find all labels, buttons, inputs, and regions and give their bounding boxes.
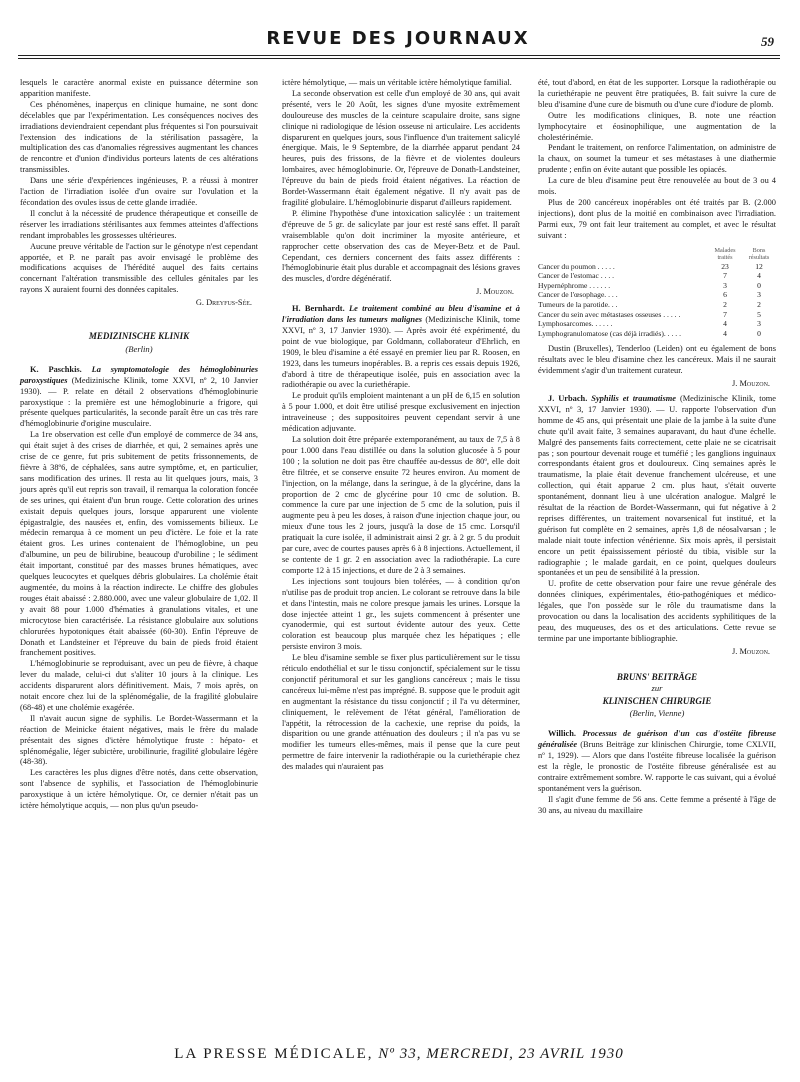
cell-treated: 7 bbox=[723, 309, 727, 319]
article-abstract bbox=[282, 304, 520, 391]
author-signature: J. Mouzon. bbox=[732, 379, 770, 389]
article-reference: (Medizinische Klinik, tome XXVI, nº 3, 17 Janvier 1930). — Après avoir été expérimenté, du point de vue biologique, par Goldmann, collaborateur d'Ehrlich, en 1909, le bleu d'isamine a été essayé en premier lieu par R. Roosen, en 1923, dans les tumeurs inopérables. B. a repris ces essais depuis 1926, d'abord à titre de thérapeutique isolée, puis en association avec la radiothérapie ou avec la curiethérapie. bbox=[282, 315, 521, 390]
article-title: Syphilis et traumatisme bbox=[591, 393, 676, 403]
paragraph: Dans une série d'expériences ingénieuses, P. a réussi à montrer l'action de l'irradiation isolée d'un ovaire sur l'ovulation et la fécondation des ovules issus de cette glande irradiée. bbox=[20, 176, 258, 207]
paragraph: Outre les modifications cliniques, B. note une réaction lymphocytaire et éosinophilique, une augmentation de la cholestérinémie. bbox=[538, 110, 776, 142]
paragraph: U. profite de cette observation pour faire une revue générale des données cliniques, expérimentales, étio-pathogéniques et médico-légales, que l'on possède sur le rôle du traumatisme dans la provocation ou dans la localisation des accidents syphilitiques de la peau, des muqueuses, des os et des articulations. Cette revue se termine par une importante bibliographie. bbox=[538, 579, 776, 643]
cell-good: 3 bbox=[757, 290, 761, 300]
page-number: 59 bbox=[761, 34, 774, 49]
cell-treated: 7 bbox=[723, 271, 727, 281]
journal-heading-zur: zur bbox=[651, 682, 663, 693]
paragraph: Pendant le traitement, on renforce l'alimentation, on administre de la chaux, on soumet la tumeur et ses métastases à une diathermie prudente ; enfin on évite autant que possible les opiacés. bbox=[538, 143, 776, 175]
footer-journal: LA PRESSE MÉDICALE, bbox=[174, 1046, 374, 1062]
paragraph: lesquels le caractère anormal existe en puissance détermine son apparition manifeste. bbox=[20, 78, 258, 98]
table-row bbox=[538, 262, 776, 272]
table-row bbox=[538, 281, 776, 291]
column-3 bbox=[538, 78, 776, 817]
footer-issue: Nº 33, bbox=[378, 1046, 422, 1062]
row-label: Tumeurs de la parotide. . . bbox=[538, 299, 618, 309]
cell-good: 4 bbox=[757, 271, 761, 281]
article-author: K. Paschkis. bbox=[30, 364, 82, 374]
paragraph: La 1re observation est celle d'un employé de commerce de 34 ans, qui était sujet à des crises de diarrhée, et qui, 2 semaines après une crise de ce genre, fut pris subitement de petits frissonnements, de fièvre à 38º6, de céphalées, sans autre symptôme, et, en particulier, sans modification des urines. Il resta au lit quelques jours, mais, 3 jours après qu'il eut repris son travail, il remarqua la coloration foncée de ses urines, qui étaient d'un brun rouge. Cette coloration des urines existait depuis quelques jours, lorsque apparurent une violente épigastralgie, des nausées et, enfin, des vomissements bilieux. Le médecin remarqua à ce moment un peu d'ictère. Le foie et la rate étaient gros. Les urines contenaient de l'hémoglobine, un peu d'albumine, un peu de bilirubine, beaucoup d'urobiline ; le sédiment était important, constitué par des masses brunes hématiques, avec quelques leucocytes et quelques débris globulaires. La cholémie était augmentée, du moins à la réaction indirecte. Le chiffre des globules rouges était abaissé : 2.880.000, avec une valeur globulaire de 1,02. Il y avait 88 pour 1.000 d'hématies à granulations vitales, et une microcytose bien caractérisée. La résistance globulaire aux solutions chlorurées hypotoniques était abaissée (60-30). Enfin l'épreuve de Donath et Landsteiner et l'épreuve du bain de pieds froid étaient franchement positives. bbox=[20, 430, 258, 658]
cell-good: 3 bbox=[757, 319, 761, 329]
footer-date: MERCREDI, 23 AVRIL 1930 bbox=[426, 1046, 624, 1062]
table-header: Bons résultats bbox=[748, 246, 770, 261]
row-label: Lymphogranulomatose (cas déjà irradiés). . . . . bbox=[538, 328, 681, 338]
cell-good: 12 bbox=[755, 261, 763, 271]
table-row bbox=[538, 290, 776, 300]
paragraph: Il n'avait aucun signe de syphilis. Le Bordet-Wassermann et la réaction de Meinicke étaient négatives, mais le frère du malade présentait des signes d'ictère hémolytique fruste : hépato- et splénomégalie, léger subictère, urobilinurie, fragilité globulaire légère (48-38). bbox=[20, 713, 258, 767]
paragraph: été, tout d'abord, en état de les supporter. Lorsque la radiothérapie ou la curiethérapie ne peuvent être pratiquées, B. fait suivre la cure de bleu d'isamine d'une cure de bismuth ou d'une cure d'iodure de plomb. bbox=[538, 78, 776, 109]
table-row bbox=[538, 329, 776, 339]
header-rule-thin bbox=[18, 58, 780, 59]
row-label: Lymphosarcomes. . . . . . bbox=[538, 319, 613, 329]
cell-treated: 4 bbox=[723, 319, 727, 329]
article-abstract bbox=[538, 729, 776, 794]
journal-heading-2: KLINISCHEN CHIRURGIE bbox=[602, 695, 712, 706]
article-abstract bbox=[20, 365, 258, 430]
cell-treated: 6 bbox=[723, 290, 727, 300]
journal-section-title: REVUE DES JOURNAUX bbox=[266, 28, 530, 49]
table-row bbox=[538, 319, 776, 329]
article-title: Le traitement combiné au bleu d'isamine et à l'irradiation dans les tumeurs malignes bbox=[282, 304, 520, 325]
author-signature: J. Mouzon. bbox=[732, 646, 770, 656]
paragraph: Il s'agit d'une femme de 56 ans. Cette femme a présenté à l'âge de 30 ans, au niveau du maxillaire bbox=[538, 794, 776, 815]
article-title: Processus de guérison d'un cas d'ostéite fibreuse généralisée bbox=[538, 729, 777, 750]
cell-good: 5 bbox=[757, 309, 761, 319]
cell-treated: 23 bbox=[721, 261, 729, 271]
cell-treated: 3 bbox=[723, 280, 727, 290]
cell-good: 0 bbox=[757, 328, 761, 338]
journal-city: (Berlin) bbox=[125, 343, 153, 354]
article-abstract bbox=[538, 394, 776, 579]
table-header: Malades traités bbox=[714, 246, 736, 261]
cell-good: 0 bbox=[757, 280, 761, 290]
header-rule bbox=[18, 55, 780, 56]
paragraph: L'hémoglobinurie se reproduisant, avec un peu de fièvre, à chaque lever du malade, celui-ci dut s'aliter 10 jours à la clinique. Les accidents disparurent alors définitivement. Mais, 7 mois après, on notait encore chez lui de la splénomégalie, de la fragilité globulaire (68-48) et une cholémie exagérée. bbox=[20, 659, 258, 712]
paragraph: Les caractères les plus dignes d'être notés, dans cette observation, sont l'absence de syphilis, et l'association de l'hémoglobinurie paroxystique à un ictère hémolytique. Or, ce dernier n'était pas un ictère hémolytique acquis, — non plus qu'un pseudo- bbox=[20, 768, 258, 811]
paragraph: Plus de 200 cancéreux inopérables ont été traités par B. (2.000 injections), dont plus de la moitié en combinaison avec l'irradiation. Parmi eux, 79 ont fait leur traitement au complet, et avec le résultat suivant : bbox=[538, 197, 776, 240]
article-reference: (Bruns Beiträge zur klinischen Chirurgie, tome CXLVII, nº 1, 1929). — Alors que dans l'ostéite fibreuse localisée la guérison est la règle, le pronostic de l'ostéite fibreuse généralisée est au contraire extrêmement sombre. W. rapporte le cas suivant, qui a évolué spontanément vers la guérison. bbox=[538, 740, 776, 793]
article-title: La symptomatologie des hémoglobinuries paroxystiques bbox=[20, 364, 259, 385]
paragraph: La cure de bleu d'isamine peut être renouvelée au bout de 3 ou 4 mois. bbox=[538, 176, 776, 197]
paragraph: Le produit qu'ils emploient maintenant a un pH de 6,15 en solution à 5 pour 1.000, et doit être utilisé presque exclusivement en injection intraveineuse ; des suppositoires peuvent cependant servir à une médication adjuvante. bbox=[282, 391, 520, 434]
paragraph: Les injections sont toujours bien tolérées, — à condition qu'on n'utilise pas de produit trop ancien. Le colorant se retrouve dans la bile et dans l'intestin, mais ne colore presque jamais les urines. Lorsque la dose injectée atteint 1 gr., les sujets commencent à présenter une cyanodermie, qui est surtout évidente autour des yeux. Cette coloration est beaucoup plus marquée chez les hépatiques ; elle persiste environ 3 mois. bbox=[282, 576, 520, 652]
table-row bbox=[538, 300, 776, 310]
table-row bbox=[538, 310, 776, 320]
row-label: Cancer du sein avec métastases osseuses . . . . . bbox=[538, 309, 681, 319]
cell-treated: 4 bbox=[723, 328, 727, 338]
paragraph: Dustin (Bruxelles), Tenderloo (Leiden) ont eu également de bons résultats avec le bleu d'isamine chez les cancéreux. Mais il ne saurait évidemment s'agir d'un traitement curateur. bbox=[538, 344, 776, 376]
row-label: Cancer de l'estomac . . . . bbox=[538, 271, 615, 281]
article-author: H. Bernhardt. bbox=[292, 304, 345, 314]
paragraph: Le bleu d'isamine semble se fixer plus particulièrement sur le tissu réticulo endothélial et sur le tissu conjonctif, spécialement sur le tissu conjonctif péritumoral et sur les ganglions cancéreux ; mais le tissu cancéreux lui-même n'est pas imprégné. B. suppose que le produit agit en augmentant la résistance du tissu conjonctif ; il l'a vu déterminer, cliniquement, le relèvement de l'état général, l'amélioration de l'appétit, la rétrocession de la cachexie, une reprise du poids, la disparition ou une grande atténuation des douleurs ; il n'a pas vu se modifier les tumeurs elles-mêmes, mais il pense que la cure peut permettre de faire intervenir la radiothérapie ou la curiethérapie chez des malades qui n'auraient pas bbox=[282, 653, 520, 772]
author-signature: J. Mouzon. bbox=[476, 287, 514, 297]
cell-good: 2 bbox=[757, 299, 761, 309]
row-label: Cancer de l'œsophage. . . . bbox=[538, 290, 618, 300]
paragraph: Aucune preuve véritable de l'action sur le génotype n'est cependant apportée, et P. ne paraît pas avoir envisagé le problème des modifications acquises de l'hérédité auquel des faits certains concernant l'altération transmissible des cellules génitales par les rayons X auraient fourni des données capitales. bbox=[20, 241, 258, 295]
paragraph: ictère hémolytique, — mais un véritable ictère hémolytique familial. bbox=[282, 78, 512, 87]
cell-treated: 2 bbox=[723, 299, 727, 309]
row-label: Hypernéphrome . . . . . . bbox=[538, 280, 611, 290]
journal-heading: BRUNS' BEITRÄGE bbox=[616, 671, 698, 682]
page-footer bbox=[18, 1046, 780, 1063]
journal-city: (Berlin, Vienne) bbox=[629, 708, 685, 719]
article-reference: (Medizinische Klinik, tome XXVI, nº 3, 17 Janvier 1930). — U. rapporte l'observation d'un homme de 45 ans, qui présentait une plaie de la jambe à la suite d'une chute qu'il avait faite, 3 semaines auparavant, du haut d'une échelle. Malgré des pansements faits correctement, cette plaie ne se cicatrisait pas ; son pourtour devenait rouge et tuméfié ; les ganglions inguinaux correspondants étaient gros et douloureux. Cinq semaines après le traumatisme, la plaie était devenue franchement ulcéreuse, et une collection, qui était apparue 2 cm. plus haut, s'était ouverte spontanément, donnant lieu à une ulcération analogue. Malgré le résultat de la réaction de Bordet-Wassermann, qui fut négative à 2 reprises différentes, un traitement novarsenical fut institué, et la guérison fut complète en 2 semaines, après 1,8 de néosalvarsan ; le malade niait toute infection vénérienne. Six mois après, il persistait encore un petit épaississement périosté du tibia, visible sur la radiographie ; le malade gardait, en ce point, quelques douleurs spontanées et un peu de sensibilité à la pression. bbox=[538, 393, 776, 578]
page-header bbox=[18, 28, 778, 54]
article-reference: (Medizinische Klinik, tome XXVI, nº 2, 10 Janvier 1930). — P. relate en détail 2 observations d'hémoglobinurie paroxystique : la première est une hémoglobinurie a frigore, qui présente quelques particularités, la seconde paraît être un cas très rare d'hémoglobinurie d'origine musculaire. bbox=[20, 375, 258, 429]
column-1 bbox=[20, 78, 258, 812]
article-author: J. Urbach. bbox=[548, 393, 588, 403]
author-signature: G. Dreyfus-Sée. bbox=[195, 298, 252, 308]
journal-heading: MEDIZINISCHE KLINIK bbox=[88, 331, 190, 342]
paragraph: Il conclut à la nécessité de prudence thérapeutique et conseille de réserver les irradiations stérilisantes aux femmes atteintes d'affections rendant improbables les grossesses ultérieures. bbox=[20, 208, 258, 240]
table-row bbox=[538, 271, 776, 281]
row-label: Cancer du poumon . . . . . bbox=[538, 261, 615, 271]
article-author: Willich. bbox=[548, 729, 576, 739]
results-table bbox=[538, 246, 776, 339]
paragraph: La seconde observation est celle d'un employé de 30 ans, qui avait présenté, vers le 20 Août, les signes d'une myosite extrêmement douloureuse des muscles de la ceinture scapulaire droite, sans signe clinique ni radiologique de lésion osseuse ni articulaire. Les accidents disparurent en quelques jours, sous l'influence d'un traitement salicylé énergique. Mais, le 9 Septembre, de la diarrhée apparut pendant 24 heures, puis des frissons, de la fièvre et de violentes douleurs lombaires, avec hémoglobinurie. Or, l'épreuve de Donath-Landsteiner, l'épreuve du bain de pieds froid étaient négatives. La réaction de Bordet-Wassermann était également négative. Il n'y avait pas de fragilité globulaire. L'hémoglobinurie disparut d'ailleurs rapidement. bbox=[282, 88, 520, 207]
paragraph: Ces phénomènes, inaperçus en clinique humaine, ne sont donc décelables que par l'expérimentation. Les conséquences nocives des irradiations deviendraient cependant plus fréquentes si l'on poursuivait l'extension des indications de la stérilisation passagère, la multiplication des cas d'anomalies régressives augmentant les chances de rencontre et d'union d'individus porteurs latents de ces altérations transmissibles. bbox=[20, 99, 258, 175]
paragraph: P. élimine l'hypothèse d'une intoxication salicylée : un traitement d'épreuve de 5 gr. de salicylate par jour est resté sans effet. Il paraît vraisemblable qu'on doit incriminer la myosite antérieure, et rapprocher cette observation des cas de Meyer-Betz et de Paul. Cependant, ces derniers concernent des faits assez différents : l'hémoglobinurie était plus durable et accompagnait des lésions graves des muscles, d'ordre dégénératif. bbox=[282, 208, 520, 284]
paragraph: La solution doit être préparée extemporanément, au taux de 7,5 à 8 pour 1.000 dans l'eau distillée ou dans la solution glucosée à 5 pour 100 ; la solution ne doit pas être chauffée au-dessus de 80º, elle doit être filtrée, et se conserve ensuite 72 heures environ. Au moment de l'injection, on la mélange, dans la seringue, à de la glycérine, dans la proportion de 2 cmc de glycérine pour 10 cmc de solution. B. commence la cure par une injection de 5 cmc de la solution, puis il augmente peu à peu les doses, à raison d'une injection chaque jour, ou mieux d'une tous les 2 jours, jusqu'à la dose de 15 cmc. Lorsqu'il pratiquait la cure isolée, il administrait ainsi 2 gr. à 2 gr. 5 du produit par cure, avec de courtes pauses après 6 à 8 injections. Actuellement, il se contente de 1 gr. 2 en association avec la radiothérapie. La cure comporte 12 à 15 injections, et dure de 2 à 3 semaines. bbox=[282, 435, 520, 575]
column-2 bbox=[282, 78, 520, 773]
